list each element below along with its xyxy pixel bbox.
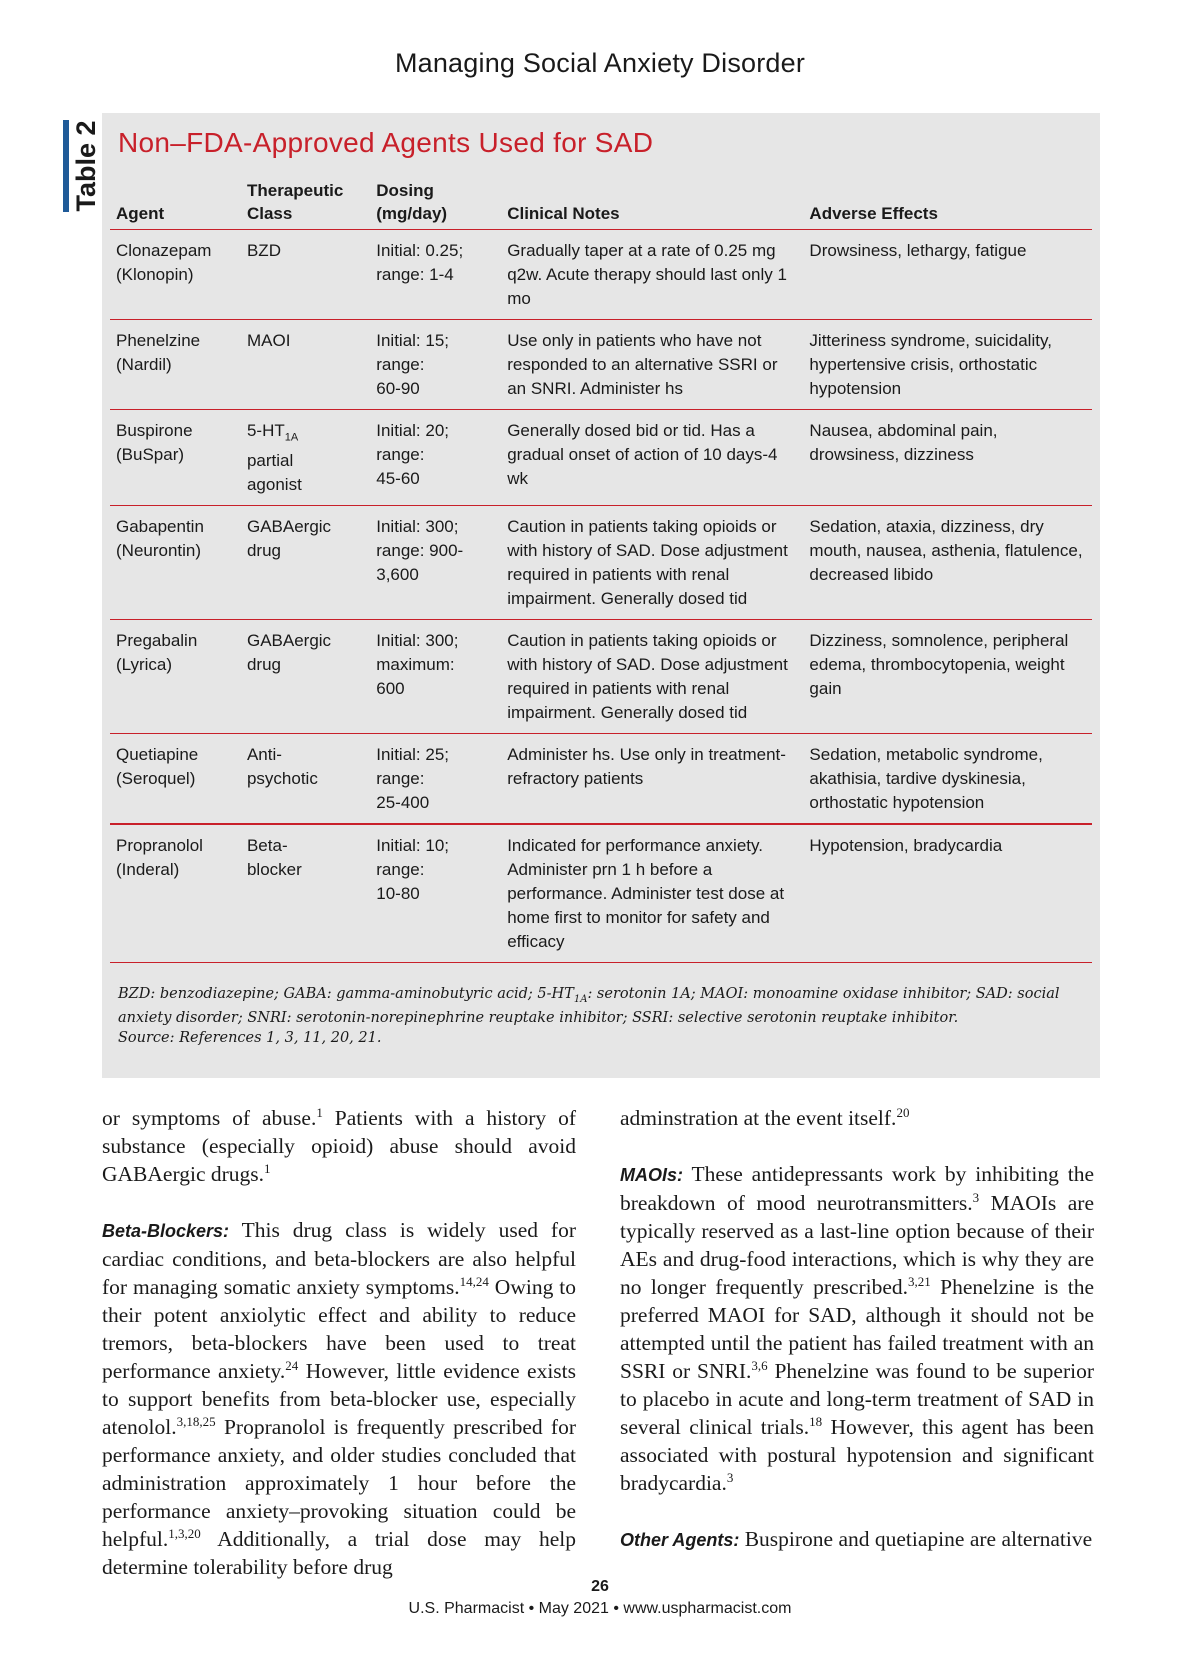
paragraph: or symptoms of abuse.$^1$ Patients with a history of substance (especially opioid) abuse should avoid GABAergic drugs.$^1$: [102, 1104, 576, 1186]
run-in-head: MAOIs:: [620, 1165, 683, 1185]
cell-class: MAOI: [241, 320, 370, 410]
paragraph-maois: MAOIs: These antidepressants work by inhibiting the breakdown of mood neurotransmitters.$^3$ MAOIs are typically reserved as a last-line option because of their AEs and drug-food interactions, which is why they are no longer frequently prescribed.$^{3,21}$ Phenelzine is the preferred MAOI for SAD, although it should not be attempted until the patient has failed treatment with an SSRI or SNRI.$^{3,6}$ Phenelzine was found to be superior to placebo in acute and long-term treatment of SAD in several clinical trials.$^{18}$ However, this agent has been associated with postural hypotension and significant bradycardia.$^3$: [620, 1162, 1095, 1495]
page-number: 26: [591, 1578, 609, 1595]
cell-dosing: Initial: 25; range: 25-400: [370, 734, 501, 825]
header-adverse-effects: Adverse Effects: [803, 179, 1092, 230]
cell-dosing: Initial: 0.25; range: 1-4: [370, 230, 501, 320]
table-row: [110, 410, 1092, 506]
cell-agent: Phenelzine (Nardil): [110, 320, 241, 410]
cell-notes: Use only in patients who have not responded to an alternative SSRI or an SNRI. Administer hs: [501, 320, 803, 410]
table-footnote: [118, 985, 1078, 1047]
cell-dosing: Initial: 10; range: 10-80: [370, 824, 501, 963]
table-tab: [63, 120, 99, 212]
cell-class: Anti- psychotic: [241, 734, 370, 825]
cell-agent: Pregabalin (Lyrica): [110, 620, 241, 734]
cell-notes: Caution in patients taking opioids or with history of SAD. Dose adjustment required in patients with renal impairment. Generally dosed tid: [501, 620, 803, 734]
paragraph: adminstration at the event itself.$^{20}$: [620, 1104, 910, 1130]
cell-class: GABAergic drug: [241, 506, 370, 620]
table-row: [110, 230, 1092, 320]
header-dosing: Dosing (mg/day): [370, 179, 501, 230]
table-panel: [102, 113, 1100, 1078]
table-tab-label: Table 2: [71, 120, 101, 212]
run-in-head: Other Agents:: [620, 1530, 740, 1550]
table-row: [110, 506, 1092, 620]
table-header-row: [110, 179, 1092, 230]
cell-notes: Indicated for performance anxiety. Administer prn 1 h before a performance. Administer test dose at home first to monitor for safety and efficacy: [501, 824, 803, 963]
cell-adverse-effects: Drowsiness, lethargy, fatigue: [803, 230, 1092, 320]
cell-dosing: Initial: 300; maximum: 600: [370, 620, 501, 734]
cell-notes: Caution in patients taking opioids or with history of SAD. Dose adjustment required in patients with renal impairment. Generally dosed tid: [501, 506, 803, 620]
cell-adverse-effects: Jitteriness syndrome, suicidality, hypertensive crisis, orthostatic hypotension: [803, 320, 1092, 410]
cell-agent: Buspirone (BuSpar): [110, 410, 241, 506]
cell-agent: Clonazepam (Klonopin): [110, 230, 241, 320]
cell-agent: Gabapentin (Neurontin): [110, 506, 241, 620]
abbreviations-note: BZD: benzodiazepine; GABA: gamma-aminobutyric acid; $5-HT_{1A}$: serotonin 1A; MAOI: monoamine oxidase inhibitor; SAD: social anxiety disorder; SNRI: serotonin-norepinephrine reuptake inhibitor; SSRI: selective serotonin reuptake inhibitor.: [118, 986, 1060, 1026]
table-row: [110, 824, 1092, 963]
cell-adverse-effects: Sedation, ataxia, dizziness, dry mouth, nausea, asthenia, flatulence, decreased libido: [803, 506, 1092, 620]
cell-notes: Gradually taper at a rate of 0.25 mg q2w. Acute therapy should last only 1 mo: [501, 230, 803, 320]
cell-adverse-effects: Hypotension, bradycardia: [803, 824, 1092, 963]
header-agent: Agent: [110, 179, 241, 230]
table-row: [110, 620, 1092, 734]
cell-class: BZD: [241, 230, 370, 320]
cell-dosing: Initial: 20; range: 45-60: [370, 410, 501, 506]
table-tab-bar: [63, 120, 69, 212]
body-column-right: [620, 1104, 1094, 1554]
table-row: [110, 320, 1092, 410]
body-column-left: [102, 1104, 576, 1581]
cell-notes: Administer hs. Use only in treatment-refractory patients: [501, 734, 803, 825]
cell-notes: Generally dosed bid or tid. Has a gradual onset of action of 10 days-4 wk: [501, 410, 803, 506]
cell-class: GABAergic drug: [241, 620, 370, 734]
cell-dosing: Initial: 300; range: 900- 3,600: [370, 506, 501, 620]
run-in-head: Beta-Blockers:: [102, 1221, 230, 1241]
table-row: [110, 734, 1092, 825]
paragraph-other-agents: Other Agents: Buspirone and quetiapine are alternative: [620, 1527, 1093, 1551]
cell-adverse-effects: Nausea, abdominal pain, drowsiness, dizziness: [803, 410, 1092, 506]
table-title: Non–FDA-Approved Agents Used for SAD: [118, 127, 654, 158]
running-title: Managing Social Anxiety Disorder: [394, 48, 806, 78]
cell-class: Beta- blocker: [241, 824, 370, 963]
cell-adverse-effects: Sedation, metabolic syndrome, akathisia, tardive dyskinesia, orthostatic hypotension: [803, 734, 1092, 825]
header-class: Therapeutic Class: [241, 179, 370, 230]
publication-footer: U.S. Pharmacist • May 2021 • www.uspharmacist.com: [408, 1600, 792, 1617]
source-note: Source: References 1, 3, 11, 20, 21.: [118, 1029, 382, 1046]
paragraph-beta-blockers: Beta-Blockers: This drug class is widely used for cardiac conditions, and beta-blockers are also helpful for managing somatic anxiety symptoms.$^{14,24}$ Owing to their potent anxiolytic effect and ability to reduce tremors, beta-blockers have been used to treat performance anxiety.$^{24}$ However, little evidence exists to support benefits from beta-blocker use, especially atenolol.$^{3,18,25}$ Propranolol is frequently prescribed for performance anxiety, and older studies concluded that administration approximately 1 hour before the performance anxiety–provoking situation could be helpful.$^{1,3,20}$ Additionally, a trial dose may help determine tolerability before drug: [102, 1218, 576, 1579]
cell-agent: Quetiapine (Seroquel): [110, 734, 241, 825]
cell-adverse-effects: Dizziness, somnolence, peripheral edema, thrombocytopenia, weight gain: [803, 620, 1092, 734]
cell-class: $5-HT_{1A}$ partial agonist: [241, 410, 370, 506]
cell-agent: Propranolol (Inderal): [110, 824, 241, 963]
cell-dosing: Initial: 15; range: 60-90: [370, 320, 501, 410]
agents-table: [110, 179, 1092, 963]
header-clinical-notes: Clinical Notes: [501, 179, 803, 230]
